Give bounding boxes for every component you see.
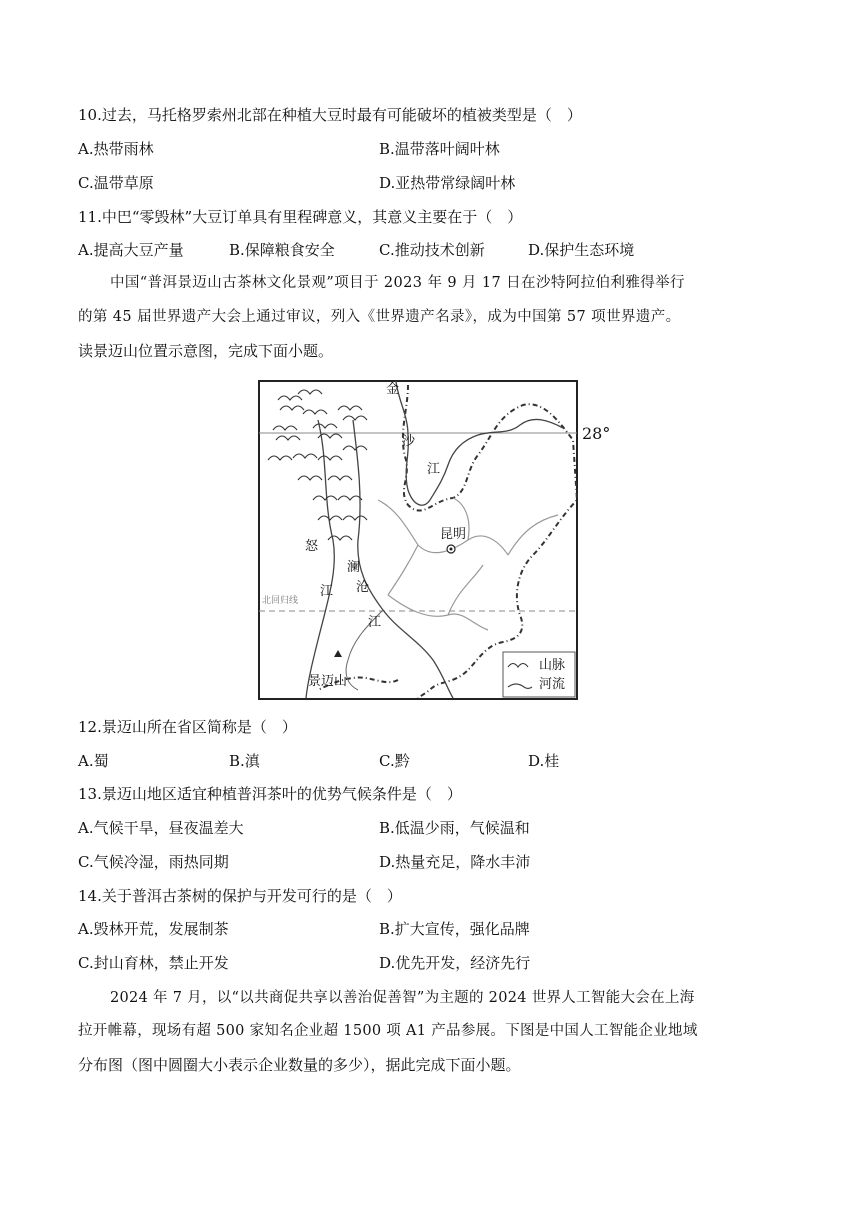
label-sha: 沙: [402, 434, 416, 449]
jingmai-location-map: [258, 380, 578, 700]
passage-1-line-3: 读景迈山位置示意图，完成下面小题。: [78, 342, 334, 360]
question-14-option-a[interactable]: A.毁林开荒，发展制茶: [78, 920, 229, 938]
question-14-stem: 14.关于普洱古茶树的保护与开发可行的是（ ）: [78, 887, 402, 905]
label-jingmai: 景迈山: [308, 674, 348, 689]
question-12-option-b[interactable]: B.滇: [229, 752, 260, 770]
question-12-option-a[interactable]: A.蜀: [78, 752, 109, 770]
passage-2-line-2: 拉开帷幕，现场有超 500 家知名企业超 1500 项 A1 产品参展。下图是中国人工智能企业地域: [78, 1023, 698, 1039]
question-12-option-d[interactable]: D.桂: [528, 752, 560, 770]
label-jiang-jinsha: 江: [427, 462, 441, 477]
question-11-option-d[interactable]: D.保护生态环境: [528, 241, 635, 259]
question-11-option-a[interactable]: A.提高大豆产量: [78, 241, 184, 259]
question-11-stem: 11.中巴“零毁林”大豆订单具有里程碑意义，其意义主要在于（ ）: [78, 208, 523, 226]
question-11-option-c[interactable]: C.推动技术创新: [379, 241, 485, 259]
question-13-option-b[interactable]: B.低温少雨，气候温和: [379, 819, 530, 837]
passage-2-line-1: 2024 年 7 月，以“以共商促共享以善治促善智”为主题的 2024 世界人工智能大会在上海: [110, 990, 695, 1006]
question-12-option-c[interactable]: C.黔: [379, 752, 410, 770]
question-13-option-d[interactable]: D.热量充足，降水丰沛: [379, 853, 531, 871]
question-14-option-c[interactable]: C.封山育林，禁止开发: [78, 954, 229, 972]
passage-1-line-1: 中国“普洱景迈山古茶林文化景观”项目于 2023 年 9 月 17 日在沙特阿拉伯利雅得举行: [110, 275, 685, 291]
legend-mountain-label: 山脉: [539, 658, 566, 673]
question-13-stem: 13.景迈山地区适宜种植普洱茶叶的优势气候条件是（ ）: [78, 785, 462, 803]
label-tropic-of-cancer: 北回归线: [262, 596, 299, 606]
question-13-option-c[interactable]: C.气候冷湿，雨热同期: [78, 853, 229, 871]
question-10-option-d[interactable]: D.亚热带常绿阔叶林: [379, 174, 516, 192]
passage-2-line-3: 分布图（图中圆圈大小表示企业数量的多少），据此完成下面小题。: [78, 1056, 521, 1074]
question-10-option-a[interactable]: A.热带雨林: [78, 140, 154, 158]
label-cang: 沧: [356, 580, 370, 595]
question-14-option-b[interactable]: B.扩大宣传，强化品牌: [379, 920, 530, 938]
question-13-option-a[interactable]: A.气候干旱，昼夜温差大: [78, 819, 244, 837]
passage-1-line-2: 的第 45 届世界遗产大会上通过审议，列入《世界遗产名录》，成为中国第 57 项世界遗产。: [78, 309, 681, 325]
latitude-label: 28°: [582, 424, 611, 443]
label-jin: 金: [386, 382, 400, 397]
legend-river-label: 河流: [539, 677, 566, 692]
question-12-stem: 12.景迈山所在省区简称是（ ）: [78, 718, 297, 736]
label-jiang-nu: 江: [320, 584, 334, 599]
label-jiang-lancang: 江: [368, 615, 382, 630]
label-nu: 怒: [305, 539, 319, 554]
label-lan: 澜: [347, 560, 361, 575]
question-10-stem: 10.过去，马托格罗索州北部在种植大豆时最有可能破坏的植被类型是（ ）: [78, 106, 582, 124]
question-14-option-d[interactable]: D.优先开发，经济先行: [379, 954, 531, 972]
label-kunming: 昆明: [440, 527, 467, 542]
question-10-option-c[interactable]: C.温带草原: [78, 174, 154, 192]
question-11-option-b[interactable]: B.保障粮食安全: [229, 241, 335, 259]
question-10-option-b[interactable]: B.温带落叶阔叶林: [379, 140, 500, 158]
